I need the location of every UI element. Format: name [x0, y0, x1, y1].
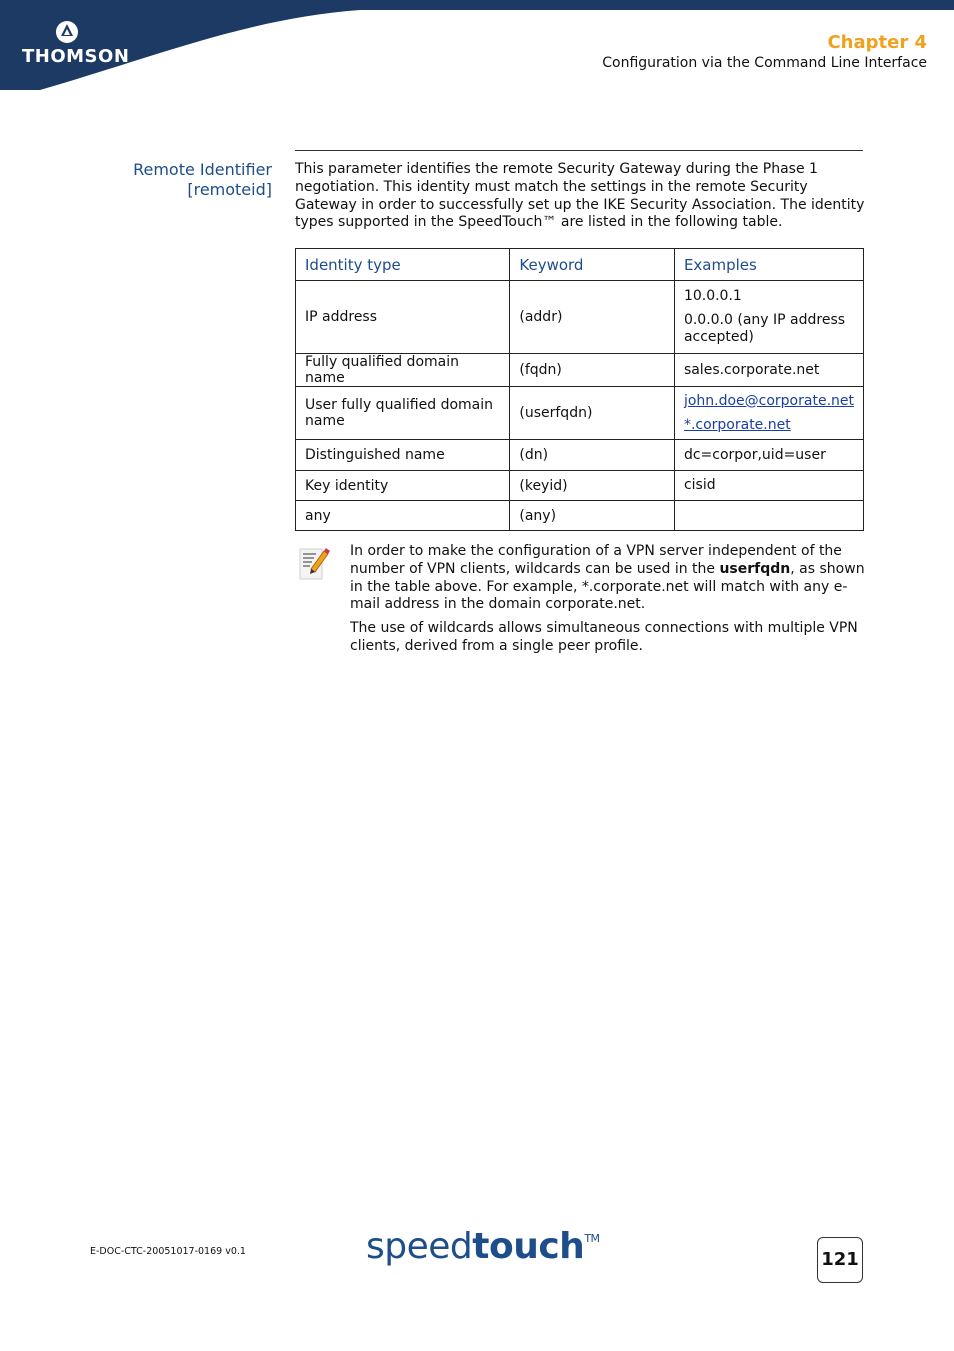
note-text: In order to make the configuration of a VPN server independent of the number of VPN clients, wildcards can be used in the: [350, 543, 842, 577]
example-value: dc=corpor,uid=user: [683, 446, 826, 463]
intro-paragraph: This parameter identifies the remote Security Gateway during the Phase 1 negotiation. This identity must match the settings in the remote Security Gateway in order to successfully set up the IKE Security Association. The identity types supported in the SpeedTouch™ are listed in the following table.: [295, 161, 865, 231]
cell-identity-type: Distinguished name: [296, 440, 510, 471]
page-number: 121: [817, 1237, 863, 1283]
table-row: [296, 354, 864, 387]
cell-examples: [674, 501, 863, 531]
note-block: [350, 543, 865, 662]
cell-keyword: (keyid): [510, 471, 675, 501]
note-paragraph-2: The use of wildcards allows simultaneous connections with multiple VPN clients, derived from a single peer profile.: [350, 620, 858, 654]
table-header-row: [296, 249, 864, 281]
table-row: [296, 501, 864, 531]
identity-table: [295, 248, 864, 531]
cell-identity-type: User fully qualified domain name: [296, 387, 510, 440]
cell-examples: [674, 387, 863, 440]
cell-identity-type: Key identity: [296, 471, 510, 501]
header-identity-type: Identity type: [296, 249, 510, 281]
note-text: , as shown in the table above. For example, *.corporate.net will match with any e-mail address in the domain corporate.net.: [350, 560, 865, 613]
cell-keyword: (fqdn): [510, 354, 675, 387]
header-band: [0, 0, 954, 100]
speedtouch-logo: [366, 1226, 600, 1267]
table-row: [296, 440, 864, 471]
table-row: [296, 471, 864, 501]
logo-text: THOMSON: [22, 46, 130, 67]
cell-identity-type: Fully qualified domain name: [296, 354, 510, 387]
brand-light: speed: [366, 1226, 473, 1267]
cell-keyword: (addr): [510, 281, 675, 354]
table-row: [296, 387, 864, 440]
thomson-logo-icon: [54, 20, 80, 44]
cell-examples: [674, 354, 863, 387]
cell-examples: [674, 281, 863, 354]
section-title: [133, 160, 272, 200]
example-link-wildcard[interactable]: *.corporate.net: [683, 416, 791, 433]
note-keyword: userfqdn: [719, 560, 791, 577]
table-row: [296, 281, 864, 354]
brand-bold: touch: [472, 1226, 585, 1267]
chapter-label: Chapter 4: [827, 32, 927, 53]
section-divider: [295, 150, 863, 151]
pencil-note-icon: [298, 545, 330, 581]
chapter-subtitle: Configuration via the Command Line Interface: [602, 55, 927, 71]
cell-examples: [674, 471, 863, 501]
cell-examples: [674, 440, 863, 471]
document-id: E-DOC-CTC-20051017-0169 v0.1: [90, 1246, 246, 1257]
section-title-line1: Remote Identifier: [133, 160, 272, 179]
note-paragraph-1: [350, 543, 865, 614]
example-value: 10.0.0.1: [683, 288, 742, 304]
brand-trademark: TM: [584, 1232, 600, 1245]
example-value: sales.corporate.net: [683, 361, 820, 378]
example-value: cisid: [683, 477, 716, 493]
section-title-line2: [remoteid]: [187, 180, 272, 199]
example-value: 0.0.0.0 (any IP address accepted): [683, 312, 846, 345]
header-examples: Examples: [674, 249, 863, 281]
cell-identity-type: any: [296, 501, 510, 531]
header-keyword: Keyword: [510, 249, 675, 281]
cell-keyword: (any): [510, 501, 675, 531]
cell-identity-type: IP address: [296, 281, 510, 354]
cell-keyword: (userfqdn): [510, 387, 675, 440]
example-link-email[interactable]: john.doe@corporate.net: [683, 392, 854, 409]
cell-keyword: (dn): [510, 440, 675, 471]
